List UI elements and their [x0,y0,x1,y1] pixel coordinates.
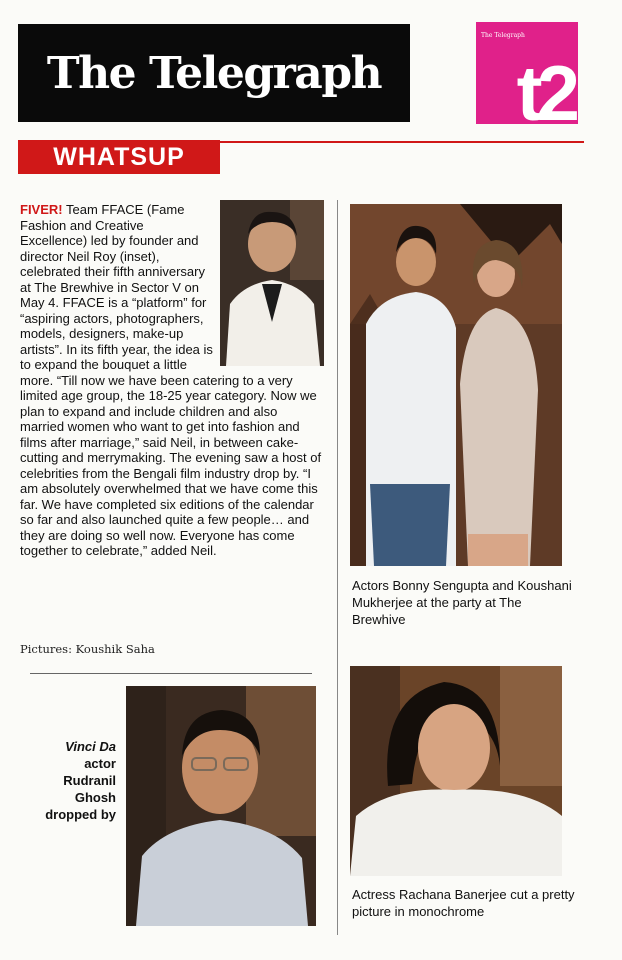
section-header [18,140,220,174]
photo-rudranil-ghosh [126,686,316,926]
column-divider [30,673,312,674]
newspaper-name: The Telegraph [46,47,382,99]
article-text: Team FFACE (Fame Fashion and Creative Excellence) led by founder and director Neil Roy (inset), celebrated their fifth anniversary at The Brewhive in Sector V on May 4. FFACE is a “platform” for “aspiring actors, photographers, models, designers, make-up artists”. In its fifth year, the idea is to expand the bouquet a little more. “Till now we have been catering to a very limited age group, the 18-25 year category. Now we plan to expand and include children and also married women who want to get into fashion and films after marriage,” said Neil, in between cake-cutting and merrymaking. The evening saw a host of celebrities from the Bengali film industry drop by. “I am absolutely overwhelmed that we have come this far. We have completed six editions of the calendar so far and also launched quite a few people… and they are doing so well now. Everyone has come together to celebrate,” added Neil. [20,202,322,558]
t2-logo [476,22,578,124]
inset-photo-neil-roy [220,200,324,366]
vertical-rule [337,200,338,935]
article-kicker: FIVER! [20,202,63,217]
t2-logo-small-text: The Telegraph [481,32,525,39]
caption-rudranil-ghosh [32,738,116,823]
caption-rachana-banerjee: Actress Rachana Banerjee cut a pretty picture in monochrome [352,887,575,919]
t2-logo-mark: t2 [516,49,574,124]
caption-rudranil-italic: Vinci Da [65,739,116,754]
photo-credit: Pictures: Koushik Saha [20,642,155,656]
caption-rudranil-rest: actor Rudranil Ghosh dropped by [45,756,116,822]
article [20,202,324,559]
photo-rachana-banerjee [350,666,562,876]
caption-bonny-koushani: Actors Bonny Sengupta and Koushani Mukherjee at the party at The Brewhive [352,578,572,627]
photo-bonny-koushani [350,204,562,566]
section-label: WHATSUP [53,142,185,171]
newspaper-masthead [18,24,410,122]
